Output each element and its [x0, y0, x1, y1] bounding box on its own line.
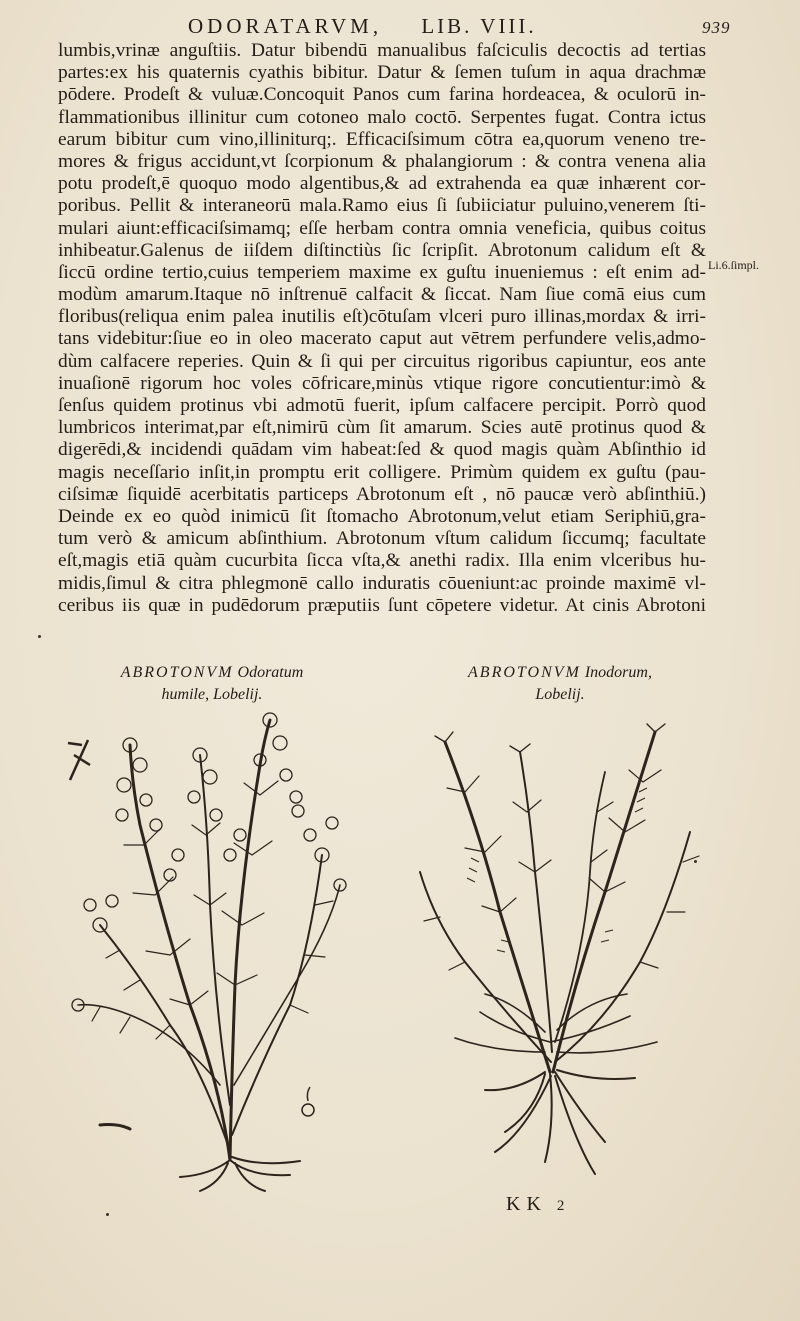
text-line: tans videbitur:ſiue eo in oleo macerato caput aut vētrem perfundere velis,admo- — [58, 328, 706, 350]
running-head-book: LIB. VIII. — [421, 14, 537, 38]
text-line: eſt,magis etiā quàm cucurbita ſicca vſta,& anethi radix. Illa enim vlceribus hu- — [58, 550, 706, 572]
marginal-note: Li.6.ſimpl. — [708, 258, 759, 272]
ink-speck — [694, 860, 697, 863]
text-line: mores & frigus accidunt,vt ſcorpionum & phalangiorum : & contra venena alia — [58, 150, 706, 172]
caption-plant-name: ABROTONVM — [468, 664, 581, 681]
signature-letters: KK — [506, 1193, 547, 1215]
text-line: ſiccū ordine tertio,cuius temperiem maxime ex guſtu inueniemus : eſt enim ad- — [58, 261, 706, 283]
text-line: pōdere. Prodeſt & vuluæ.Concoquit Panos cum farina hordeacea, & oculorū in- — [58, 84, 706, 106]
text-line: lumbis,vrinæ anguſtiis. Datur bibendū manualibus faſciculis decoctis ad tertias — [58, 40, 706, 61]
text-line: ceribus iis quæ in pudēdorum præputiis ſunt cōpetere videtur. At cinis Abrotoni — [58, 594, 706, 616]
figure-caption-left — [92, 662, 332, 706]
text-line: inhibeatur.Galenus de iiſdem diſtinctiùs ſic ſcripſit. Abrotonum calidum eſt & — [58, 239, 706, 261]
text-line: Deinde ex eo quòd inimicū ſit ſtomacho Abrotonum,velut etiam Seriphiū,gra- — [58, 505, 706, 527]
text-line: lumbricos interimat,par eſt,nimirū cùm ſit amarum. Scies autē protinus quod & — [58, 417, 706, 439]
text-line: ſenſus quidem protinus vbi admotū fuerit, ipſum calfacere percipit. Porrò quod — [58, 395, 706, 416]
plant-woodcut-icon — [60, 705, 360, 1195]
text-line: earum bibitur cum vino,illiniturq;. Efficaciſsimum cōtra ea,quorum veneno tre- — [58, 128, 706, 150]
text-line: ciſsimæ ſiquidē acerbitatis particeps Abrotonum eſt , nō paucæ verò abſinthiū.) — [58, 483, 706, 505]
plant-woodcut-icon — [405, 712, 705, 1182]
signature-mark — [506, 1193, 564, 1216]
text-line: modùm amarum.Itaque nō inſtrenuē calfacit & ſiccat. Nam ſiue comā eius cum — [58, 284, 706, 306]
figure-caption-right — [430, 662, 690, 706]
signature-number: 2 — [556, 1198, 565, 1214]
caption-line1-rest: Inodorum, — [584, 664, 652, 681]
ink-speck — [38, 635, 41, 638]
text-line: mulari aiunt:efficaciſsimamq; eſſe herbam contra omnia veneficia, quibus coitus — [58, 217, 706, 239]
text-line: midis,ſimul & citra phlegmonē callo induratis cōueniunt:ac proinde maximē vl- — [58, 572, 706, 594]
page-number: 939 — [702, 18, 731, 37]
caption-line2: humile, Lobelij. — [161, 686, 263, 703]
text-line: potu prodeſt,ē quoquo modo algentibus,& ad extrahenda ea quæ inhærent cor- — [58, 173, 706, 195]
caption-line2: Lobelij. — [535, 686, 585, 703]
text-line: dùm calfacere reperies. Quin & ſi qui per circuitus rigoribus capiuntur, eos ante — [58, 350, 706, 372]
running-head-title: ODORATARVM, — [188, 14, 383, 38]
body-text — [58, 40, 706, 617]
caption-line1-rest: Odoratum — [237, 664, 304, 681]
text-line: digerēdi,& incidendi quādam vim habeat:ſed & quod magis quàm Abſinthio id — [58, 439, 706, 461]
ink-speck — [106, 1213, 109, 1216]
text-line: flammationibus illinitur cum cotoneo malo coctō. Serpentes fugat. Contra ictus — [58, 106, 706, 128]
text-line: inuaſionē rigorum hoc voles cōfricare,minùs vtique rigore concutientur:imò & — [58, 372, 706, 394]
text-line: partes:ex his quaternis cyathis bibitur. Datur & ſemen tuſum in aqua drachmæ — [58, 62, 706, 84]
running-head — [188, 14, 537, 39]
text-line: poribus. Pellit & interaneorū mala.Ramo eius ſi ſubiiciatur puluino,venerem ſti- — [58, 195, 706, 217]
text-line: tum verò & amicum abſinthium. Abrotonum vſtum calidum ſiccumq; facultate — [58, 528, 706, 550]
text-line: magis neceſſario inſit,in promptu erit colligere. Primùm quidem ex guſtu (pau- — [58, 461, 706, 483]
text-line: floribus(reliqua enim palea inutilis eſt)cōtuſam vlceri puro illinas,mordax & irri- — [58, 306, 706, 328]
caption-plant-name: ABROTONVM — [120, 664, 234, 681]
